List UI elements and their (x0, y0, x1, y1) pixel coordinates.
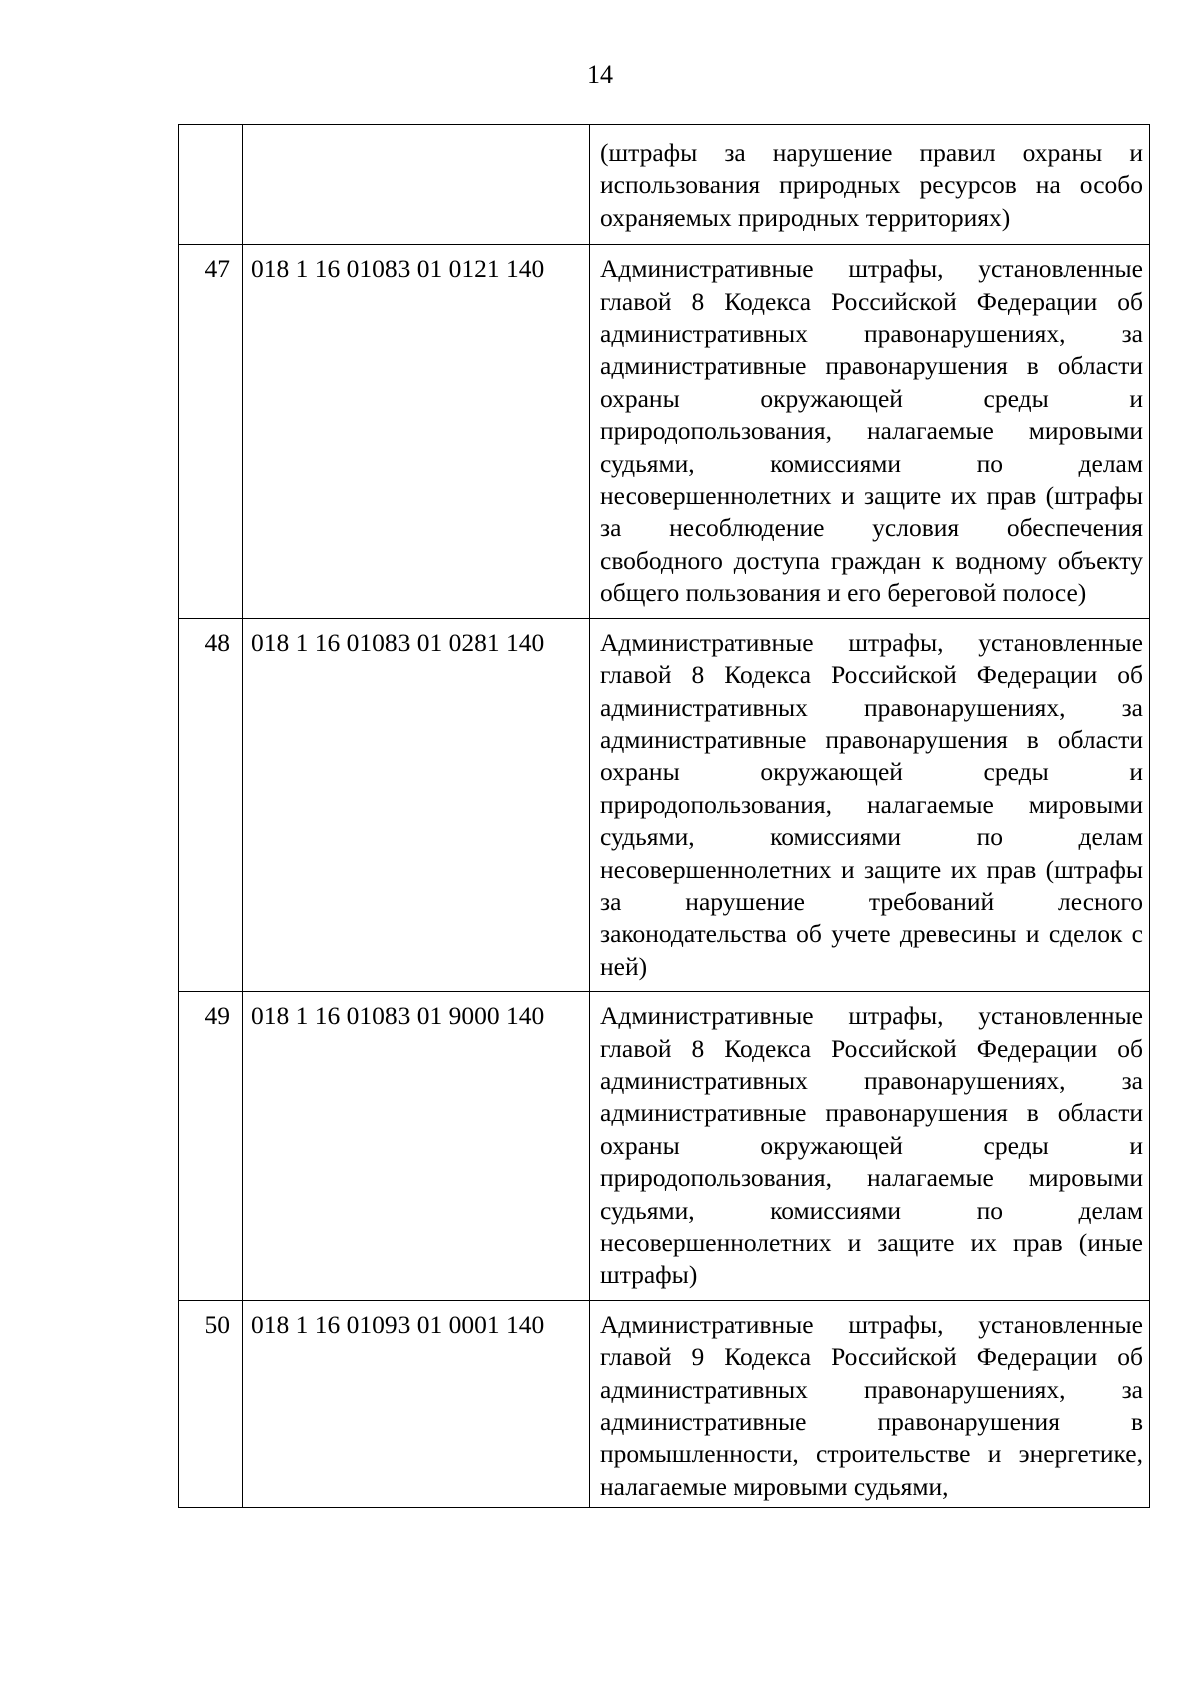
table-row (179, 618, 1150, 991)
table-row (179, 1300, 1150, 1507)
row-number: 47 (179, 245, 243, 618)
row-number (179, 125, 243, 245)
classification-code (243, 125, 590, 245)
fines-table (178, 124, 1150, 1508)
row-description: Административные штрафы, установленные главой 8 Кодекса Российской Федерации об административных правонарушениях, за административные правонарушения в области охраны окружающей среды и природопользования, налагаемые мировыми судьями, комиссиями по делам несовершеннолетних и защите их прав (иные штрафы) (590, 992, 1150, 1301)
row-number: 49 (179, 992, 243, 1301)
table-row (179, 125, 1150, 245)
row-number: 48 (179, 618, 243, 991)
page-number: 14 (587, 60, 613, 89)
classification-code: 018 1 16 01083 01 9000 140 (243, 992, 590, 1301)
classification-code: 018 1 16 01083 01 0121 140 (243, 245, 590, 618)
classification-code: 018 1 16 01093 01 0001 140 (243, 1300, 590, 1507)
table-row (179, 992, 1150, 1301)
row-description: Административные штрафы, установленные главой 9 Кодекса Российской Федерации об административных правонарушениях, за административные правонарушения в промышленности, строительстве и энергетике, налагаемые мировыми судьями, (590, 1300, 1150, 1507)
classification-code: 018 1 16 01083 01 0281 140 (243, 618, 590, 991)
row-description: (штрафы за нарушение правил охраны и использования природных ресурсов на особо охраняемых природных территориях) (590, 125, 1150, 245)
row-number: 50 (179, 1300, 243, 1507)
row-description: Административные штрафы, установленные главой 8 Кодекса Российской Федерации об административных правонарушениях, за административные правонарушения в области охраны окружающей среды и природопользования, налагаемые мировыми судьями, комиссиями по делам несовершеннолетних и защите их прав (штрафы за нарушение требований лесного законодательства об учете древесины и сделок с ней) (590, 618, 1150, 991)
table-row (179, 245, 1150, 618)
row-description: Административные штрафы, установленные главой 8 Кодекса Российской Федерации об административных правонарушениях, за административные правонарушения в области охраны окружающей среды и природопользования, налагаемые мировыми судьями, комиссиями по делам несовершеннолетних и защите их прав (штрафы за несоблюдение условия обеспечения свободного доступа граждан к водному объекту общего пользования и его береговой полосе) (590, 245, 1150, 618)
